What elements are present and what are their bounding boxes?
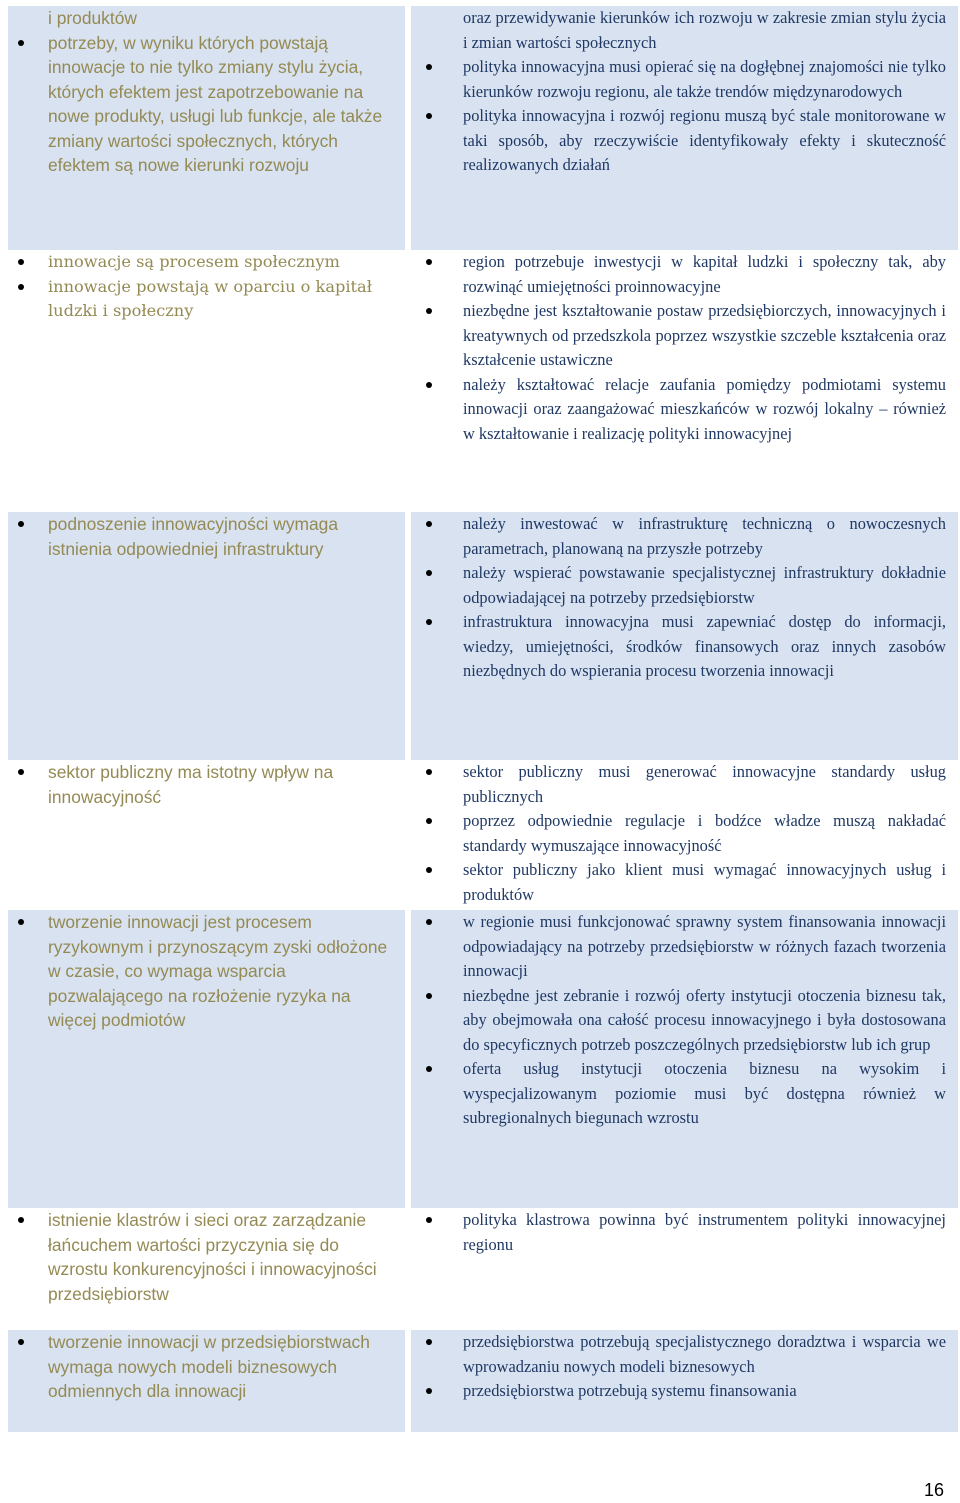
bullet-icon: [18, 40, 24, 46]
list-item: [463, 1057, 946, 1131]
table-row-infrastructure: [8, 512, 958, 760]
list-item: [463, 299, 946, 373]
bullet-icon: [18, 521, 24, 527]
innovation-policy-table: [8, 6, 958, 1432]
list-item: [463, 610, 946, 684]
challenge-cell: [8, 6, 408, 250]
bullet-icon: [426, 818, 432, 824]
list-item-text: polityka innowacyjna musi opierać się na dogłębnej znajomości nie tylko kierunków rozwoju regionu, ale także trendów międzynarodowych: [463, 57, 946, 101]
list-item-text: niezbędne jest kształtowanie postaw przedsiębiorczych, innowacyjnych i kreatywnych od przedszkola poprzez wszystkie szczeble kształcenia oraz kształcenie ustawiczne: [463, 301, 946, 369]
list-item-text: innowacje są procesem społecznym: [48, 252, 340, 271]
list-item: [463, 250, 946, 299]
list-item-text: w regionie musi funkcjonować sprawny system finansowania innowacji odpowiadający na potrzeby przedsiębiorstw w różnych fazach tworzenia innowacji: [463, 912, 946, 980]
list-item: [48, 512, 395, 561]
list-item: [463, 984, 946, 1058]
response-cell: [408, 250, 958, 512]
list-item: [463, 55, 946, 104]
list-item-text: sektor publiczny jako klient musi wymagać innowacyjnych usług i produktów: [463, 860, 946, 904]
bullet-icon: [426, 993, 432, 999]
bullet-icon: [426, 919, 432, 925]
list-item-text: tworzenie innowacji w przedsiębiorstwach wymaga nowych modeli biznesowych odmiennych dla innowacji: [48, 1332, 370, 1401]
bullet-icon: [426, 867, 432, 873]
bullet-icon: [426, 769, 432, 775]
challenge-cell: [8, 1208, 408, 1330]
challenge-cell: [8, 1330, 408, 1432]
response-cell: [408, 910, 958, 1208]
bullet-icon: [18, 919, 24, 925]
list-item-text: potrzeby, w wyniku których powstają innowacje to nie tylko zmiany stylu życia, których efektem jest zapotrzebowanie na nowe produkty, usługi lub funkcje, ale także zmiany wartości społecznych, których efektem są nowe kierunki rozwoju: [48, 32, 383, 175]
list-item-text: istnienie klastrów i sieci oraz zarządzanie łańcuchem wartości przyczynia się do wzrostu konkurencyjności i innowacyjności przedsiębiorstw: [48, 1210, 377, 1304]
list-item-text: należy wspierać powstawanie specjalistycznej infrastruktury dokładnie odpowiadającej na potrzeby przedsiębiorstw: [463, 563, 946, 607]
list-item: [48, 1330, 395, 1404]
bullet-icon: [18, 259, 24, 265]
list-item-text: tworzenie innowacji jest procesem ryzykownym i przynoszącym zyski odłożone w czasie, co wymaga wsparcia pozwalającego na rozłożenie ryzyka na więcej podmiotów: [48, 912, 388, 1030]
list-item-text: region potrzebuje inwestycji w kapitał ludzki i społeczny tak, aby rozwinąć umiejętności proinnowacyjne: [463, 252, 946, 296]
list-item-text: niezbędne jest zebranie i rozwój oferty instytucji otoczenia biznesu tak, aby obejmowała ona całość procesu innowacyjnego i była dostosowana do specyficznych potrzeb poszczególnych przedsiębiorstw lub ich grup: [463, 985, 946, 1054]
list-item: [48, 250, 395, 275]
bullet-icon: [426, 308, 432, 314]
bullet-icon: [426, 1339, 432, 1345]
list-item-text: poprzez odpowiednie regulacje i bodźce władze muszą nakładać standardy wymuszające innowacyjność: [463, 811, 946, 855]
list-item: [463, 809, 946, 858]
bullet-icon: [426, 570, 432, 576]
list-item: [463, 104, 946, 178]
table-row-risk-financing: [8, 910, 958, 1208]
list-item-text: polityka klastrowa powinna być instrumentem polityki innowacyjnej regionu: [463, 1210, 946, 1254]
bullet-icon: [426, 64, 432, 70]
list-item-text: sektor publiczny ma istotny wpływ na innowacyjność: [48, 762, 334, 807]
table-row-public-sector: [8, 760, 958, 910]
list-item: [463, 373, 946, 447]
list-item: [463, 1330, 946, 1379]
list-item: [48, 31, 395, 178]
response-cell: [408, 6, 958, 250]
table-row-lifestyle-values: [8, 6, 958, 250]
response-cell: [408, 512, 958, 760]
list-item: [463, 858, 946, 907]
bullet-icon: [426, 619, 432, 625]
list-item: [463, 561, 946, 610]
challenge-cell: [8, 910, 408, 1208]
bullet-icon: [18, 1217, 24, 1223]
bullet-icon: [426, 382, 432, 388]
continued-text: oraz przewidywanie kierunków ich rozwoju w zakresie zmian stylu życia i zmian wartości społecznych: [463, 8, 946, 52]
continued-text: i produktów: [48, 8, 137, 28]
bullet-icon: [426, 1388, 432, 1394]
response-cell: [408, 760, 958, 910]
response-cell: [408, 1208, 958, 1330]
table-row-business-models: [8, 1330, 958, 1432]
challenge-cell: [8, 250, 408, 512]
bullet-icon: [18, 769, 24, 775]
list-item-text: podnoszenie innowacyjności wymaga istnienia odpowiedniej infrastruktury: [48, 514, 339, 559]
challenge-cell: [8, 512, 408, 760]
list-item: [48, 760, 395, 809]
bullet-icon: [426, 113, 432, 119]
list-item-text: innowacje powstają w oparciu o kapitał ludzki i społeczny: [48, 276, 372, 320]
list-item: [463, 512, 946, 561]
list-item: [463, 760, 946, 809]
bullet-icon: [426, 1217, 432, 1223]
list-item-text: należy kształtować relacje zaufania pomiędzy podmiotami systemu innowacji oraz zaangażować mieszkańców w rozwój lokalny – również w kształtowanie i realizację polityki innowacyjnej: [463, 374, 946, 443]
response-cell: [408, 1330, 958, 1432]
list-item: [48, 1208, 395, 1306]
page-number: 16: [924, 1480, 945, 1500]
list-item: [463, 1208, 946, 1257]
list-item: [463, 1379, 946, 1404]
list-item-text: polityka innowacyjna i rozwój regionu muszą być stale monitorowane w taki sposób, aby rzeczywiście identyfikowały efekty i skuteczność realizowanych działań: [463, 106, 946, 174]
bullet-icon: [426, 259, 432, 265]
table-row-social-capital: [8, 250, 958, 512]
list-item-text: przedsiębiorstwa potrzebują systemu finansowania: [463, 1381, 797, 1400]
list-item-text: przedsiębiorstwa potrzebują specjalistycznego doradztwa i wsparcia we wprowadzaniu nowych modeli biznesowych: [463, 1332, 946, 1376]
bullet-icon: [426, 521, 432, 527]
list-item: [48, 275, 395, 324]
bullet-icon: [426, 1066, 432, 1072]
challenge-cell: [8, 760, 408, 910]
bullet-icon: [18, 284, 24, 290]
list-item-text: infrastruktura innowacyjna musi zapewniać dostęp do informacji, wiedzy, umiejętności, środków finansowych oraz innych zasobów niezbędnych do wspierania procesu tworzenia innowacji: [463, 612, 946, 680]
bullet-icon: [18, 1339, 24, 1345]
table-row-clusters: [8, 1208, 958, 1330]
list-item: [48, 910, 395, 1033]
list-item-text: oferta usług instytucji otoczenia biznesu na wysokim i wyspecjalizowanym poziomie musi być dostępna również w subregionalnych biegunach wzrostu: [463, 1059, 946, 1127]
list-item-text: sektor publiczny musi generować innowacyjne standardy usług publicznych: [463, 762, 946, 806]
list-item: [463, 910, 946, 984]
list-item-text: należy inwestować w infrastrukturę techniczną o nowoczesnych parametrach, planowaną na przyszłe potrzeby: [463, 514, 946, 558]
